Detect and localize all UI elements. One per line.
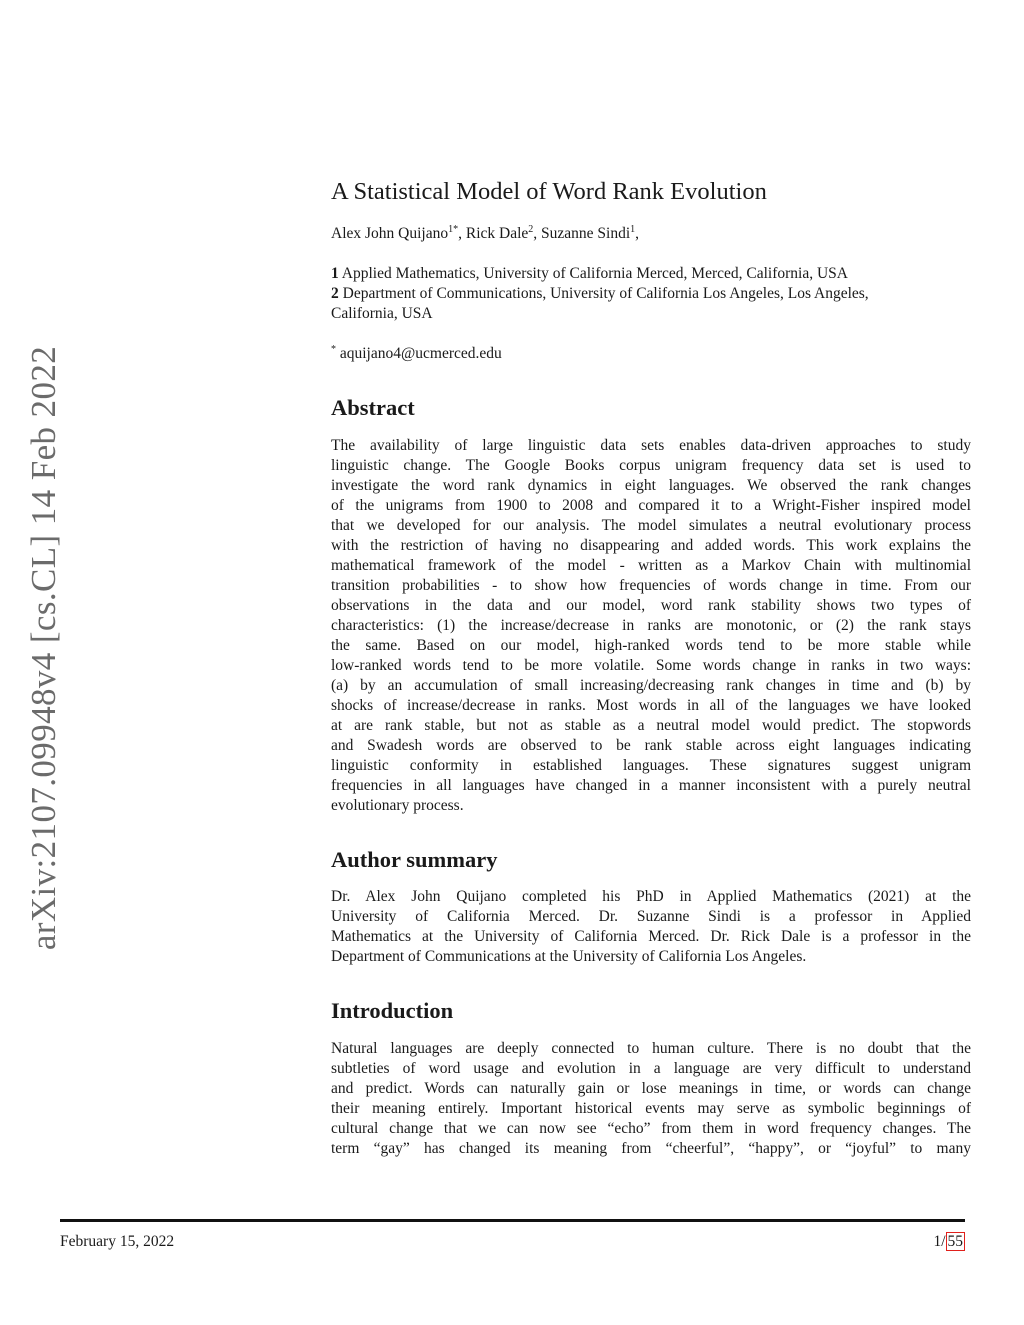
abstract-line: characteristics: (1) the increase/decrease in ranks are monotonic, or (2) the rank stays	[331, 617, 971, 634]
introduction-heading: Introduction	[331, 998, 454, 1023]
abstract-line: investigate the word rank dynamics in eight languages. We observed the rank changes	[331, 477, 971, 494]
abstract-line: (a) by an accumulation of small increasing/decreasing rank changes in time and (b) by	[331, 677, 971, 694]
affiliation-item	[331, 284, 971, 304]
introduction-line: cultural change that we can now see “echo” from them in word frequency changes. The	[331, 1120, 971, 1137]
abstract-line: shocks of increase/decrease in ranks. Most words in all of the languages we have looked	[331, 697, 971, 714]
introduction-line: subtleties of word usage and evolution in a language are very difficult to understand	[331, 1060, 971, 1077]
author-summary-line: University of California Merced. Dr. Suzanne Sindi is a professor in Applied	[331, 908, 971, 925]
total-pages-link[interactable]: 55	[947, 1233, 963, 1250]
paper-title: A Statistical Model of Word Rank Evolution	[331, 178, 767, 205]
author-summary-heading: Author summary	[331, 847, 498, 872]
introduction-line: and predict. Words can naturally gain or lose meanings in time, or words can change	[331, 1080, 971, 1097]
footer-date: February 15, 2022	[60, 1233, 175, 1250]
abstract-line: observations in the data and our model, word rank stability shows two types of	[331, 597, 971, 614]
author-summary-line: Mathematics at the University of California Merced. Dr. Rick Dale is a professor in the	[331, 928, 971, 945]
abstract-line: of the unigrams from 1900 to 2008 and compared it to a Wright-Fisher inspired model	[331, 497, 971, 514]
introduction-line: Natural languages are deeply connected to human culture. There is no doubt that the	[331, 1040, 971, 1057]
author-separator: ,	[458, 225, 466, 242]
abstract-line: with the restriction of having no disappearing and added words. This work explains the	[331, 537, 971, 554]
introduction-line: term “gay” has changed its meaning from “cheerful”, “happy”, or “joyful” to many	[331, 1140, 971, 1157]
author-summary-line: Dr. Alex John Quijano completed his PhD in Applied Mathematics (2021) at the	[331, 888, 971, 905]
author-summary-line: Department of Communications at the University of California Los Angeles.	[331, 948, 807, 965]
abstract-line: mathematical framework of the model - written as a Markov Chain with multinomial	[331, 557, 971, 574]
abstract-line: The availability of large linguistic data sets enables data-driven approaches to study	[331, 437, 971, 454]
affiliation-text: California, USA	[331, 305, 433, 322]
corresponding-author	[331, 343, 971, 365]
introduction-line: their meaning entirely. Important historical events may serve as symbolic beginnings of	[331, 1100, 971, 1117]
author-name: Rick Dale	[465, 225, 529, 242]
author-affil-mark: 1	[630, 223, 636, 235]
author-separator: ,	[533, 225, 542, 242]
affiliation-text: Department of Communications, University of California Los Angeles, Los Angeles,	[342, 285, 869, 302]
affiliation-list	[331, 264, 971, 324]
abstract-line: frequencies in all languages have changed in a manner inconsistent with a purely neutral	[331, 777, 971, 794]
abstract-line: linguistic conformity in established languages. These signatures suggest unigram	[331, 757, 971, 774]
arxiv-side-stamp: arXiv:2107.09948v4 [cs.CL] 14 Feb 2022	[24, 345, 63, 951]
author-affil-mark: 1*	[448, 223, 459, 235]
affiliation-item	[331, 264, 971, 284]
author-name: Alex John Quijano	[331, 225, 449, 242]
abstract-line: at are rank stable, but not as stable as a neutral model would predict. The stopwords	[331, 717, 971, 734]
page-separator: /	[941, 1233, 946, 1250]
author-affil-mark: 2	[528, 223, 534, 235]
author-list	[331, 222, 971, 246]
abstract-line: linguistic change. The Google Books corpus unigram frequency data set is used to	[331, 457, 971, 474]
abstract-line: evolutionary process.	[331, 797, 464, 814]
author-summary-body	[331, 887, 971, 967]
abstract-line: and Swadesh words are observed to be rank stable across eight languages indicating	[331, 737, 971, 754]
corresponding-email: aquijano4@ucmerced.edu	[339, 345, 502, 362]
abstract-body	[331, 436, 971, 816]
abstract-line: that we developed for our analysis. The model simulates a neutral evolutionary process	[331, 517, 971, 534]
author-separator: ,	[635, 225, 640, 242]
page-number	[933, 1233, 965, 1251]
corresponding-mark: *	[331, 343, 336, 355]
introduction-body	[331, 1039, 971, 1159]
author-name: Suzanne Sindi	[541, 225, 631, 242]
affiliation-number: 1	[331, 265, 339, 282]
affiliation-text: Applied Mathematics, University of California Merced, Merced, California, USA	[341, 265, 848, 282]
abstract-heading: Abstract	[331, 395, 415, 420]
abstract-line: low-ranked words tend to be more volatile. Some words change in ranks in two ways:	[331, 657, 971, 674]
footer-rule	[60, 1219, 965, 1222]
abstract-line: the same. Based on our model, high-ranked words tend to be more stable while	[331, 637, 971, 654]
abstract-line: transition probabilities - to show how frequencies of words change in time. From our	[331, 577, 971, 594]
affiliation-number: 2	[331, 285, 339, 302]
current-page: 1	[933, 1233, 942, 1250]
